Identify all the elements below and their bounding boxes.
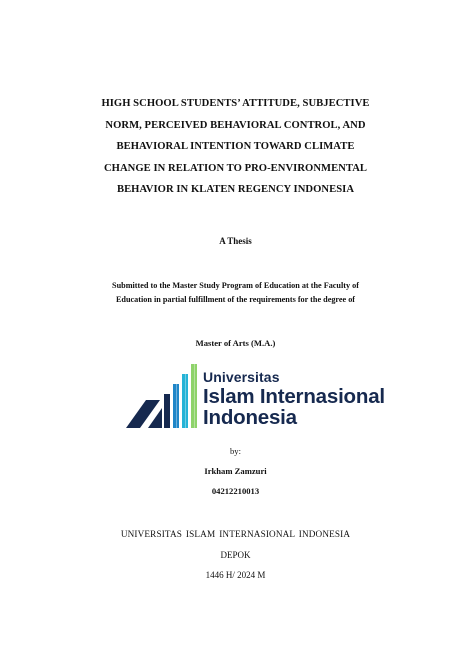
logo-line-3: Indonesia	[203, 405, 297, 429]
title-line-4: CHANGE IN RELATION TO PRO-ENVIRONMENTAL	[103, 162, 368, 174]
submission-year: 1446 H/ 2024 M	[205, 570, 266, 580]
by-label: by:	[230, 446, 241, 456]
document-type: A Thesis	[219, 236, 252, 246]
author-name: Irkham Zamzuri	[204, 466, 267, 476]
title-line-3: BEHAVIORAL INTENTION TOWARD CLIMATE	[116, 141, 355, 153]
title-line-1: HIGH SCHOOL STUDENTS’ ATTITUDE, SUBJECTIVE	[101, 98, 370, 109]
thesis-title	[0, 93, 471, 201]
title-line-2: NORM, PERCEIVED BEHAVIORAL CONTROL, AND	[105, 119, 366, 131]
degree-name: Master of Arts (M.A.)	[195, 338, 276, 348]
submission-line-2: Education in partial fulfillment of the requirements for the degree of	[115, 294, 356, 304]
city-name: DEPOK	[220, 550, 251, 560]
submission-statement	[0, 279, 471, 306]
title-line-5: BEHAVIOR IN KLATEN REGENCY INDONESIA	[116, 184, 355, 196]
logo-line-2: Islam Internasional	[203, 385, 385, 408]
student-id: 04212210013	[211, 486, 260, 496]
logo-line-1: Universitas	[203, 369, 280, 385]
university-name: UNIVERSITAS ISLAM INTERNASIONAL INDONESIA	[120, 529, 351, 539]
university-logo-wordmark	[203, 370, 385, 428]
submission-line-1: Submitted to the Master Study Program of Education at the Faculty of	[112, 281, 359, 290]
